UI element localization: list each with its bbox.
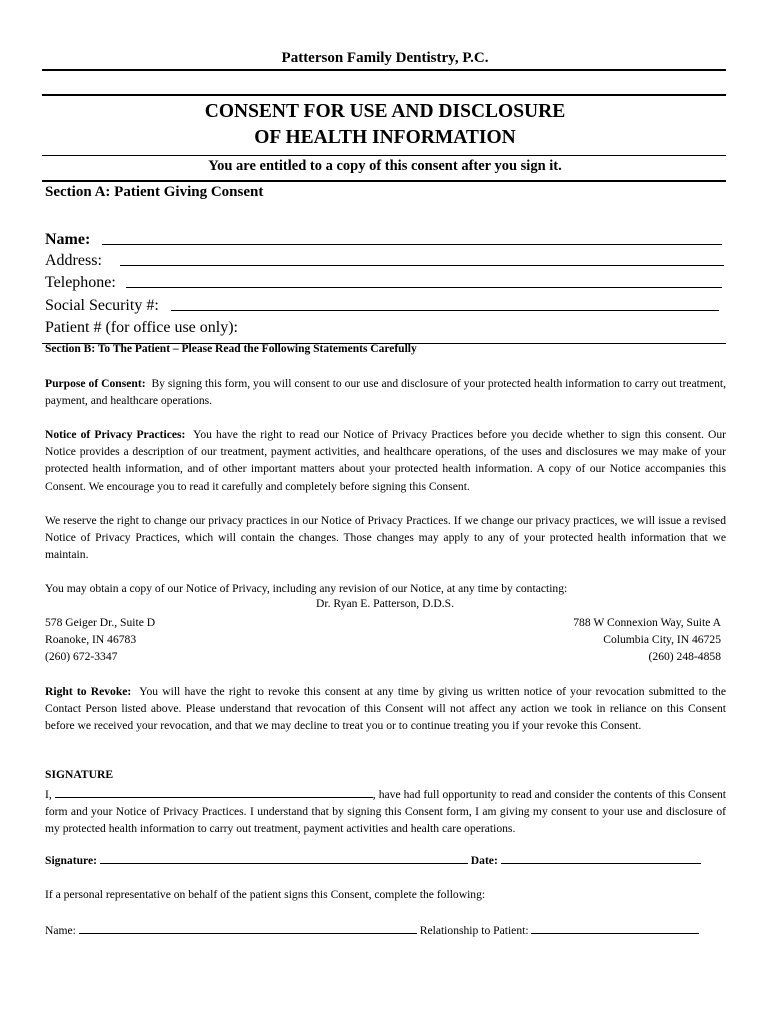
rep-name-label: Name: xyxy=(45,924,76,937)
office-right-street: 788 W Connexion Way, Suite A xyxy=(573,616,721,629)
name-label: Name: xyxy=(45,231,91,248)
telephone-field xyxy=(45,271,725,293)
relationship-label: Relationship to Patient: xyxy=(419,924,529,937)
obtain-paragraph: You may obtain a copy of our Notice of Privacy, including any revision of our Notice, at any time by contacting: xyxy=(45,582,568,595)
office-left-street: 578 Geiger Dr., Suite D xyxy=(45,616,156,629)
form-title-line1: CONSENT FOR USE AND DISCLOSURE xyxy=(204,101,566,122)
representative-line xyxy=(45,923,726,937)
relationship-blank[interactable] xyxy=(531,923,699,934)
address-input-line[interactable] xyxy=(120,250,724,266)
divider xyxy=(42,94,726,96)
signature-blank[interactable] xyxy=(100,853,468,864)
practice-name: Patterson Family Dentistry, P.C. xyxy=(281,50,489,66)
office-left-city: Roanoke, IN 46783 xyxy=(45,633,137,647)
office-right-city: Columbia City, IN 46725 xyxy=(603,633,721,647)
divider xyxy=(42,180,726,182)
section-b-heading: Section B: To The Patient – Please Read the Following Statements Carefully xyxy=(45,343,417,355)
revoke-text: You will have the right to revoke this consent at any time by giving us written notice of your revocation submitted to the Contact Person listed above. Please understand that revocation of this Consent will not affect any action we took in reliance on this Consent before we received your revocation, and that we may decline to treat you or to continue treating you if your revoke this Consent. xyxy=(45,685,726,733)
section-a-heading: Section A: Patient Giving Consent xyxy=(45,184,264,200)
purpose-label: Purpose of Consent: xyxy=(45,377,146,390)
divider xyxy=(42,69,726,71)
rep-name-blank[interactable] xyxy=(79,923,417,934)
revoke-label: Right to Revoke: xyxy=(45,685,132,698)
contact-person: Dr. Ryan E. Patterson, D.D.S. xyxy=(315,597,454,610)
reserve-paragraph: We reserve the right to change our privacy practices in our Notice of Privacy Practices. If we change our privacy practices, we will issue a revised Notice of Privacy Practices, which will contain the changes. Those changes may apply to any of your protected health information that we maintain. xyxy=(45,514,726,562)
patient-number-field xyxy=(45,317,725,338)
date-label: Date: xyxy=(470,854,498,867)
office-right-phone: (260) 248-4858 xyxy=(648,650,721,664)
i-prefix: I, xyxy=(45,788,52,801)
ssn-field xyxy=(45,294,725,316)
purpose-paragraph xyxy=(45,375,726,409)
signature-label: Signature: xyxy=(45,854,97,867)
address-label: Address: xyxy=(45,252,102,269)
office-left-phone: (260) 672-3347 xyxy=(45,650,118,664)
notice-text: You have the right to read our Notice of Privacy Practices before you decide whether to sign this consent. Our Notice provides a description of our treatment, payment activities, and healthcare operations, of the uses and disclosures we may make of your protected health information, and of other important matters about your protected health information. A copy of our Notice accompanies this Consent. We encourage you to read it carefully and completely before signing this Consent. xyxy=(45,428,726,493)
telephone-label: Telephone: xyxy=(45,274,116,291)
revoke-paragraph xyxy=(45,683,726,735)
date-blank[interactable] xyxy=(501,853,701,864)
signature-heading: SIGNATURE xyxy=(45,768,114,781)
purpose-text: By signing this form, you will consent to our use and disclosure of your protected health information to carry out treatment, payment, and healthcare operations. xyxy=(45,377,726,408)
form-title-line2: OF HEALTH INFORMATION xyxy=(254,127,516,148)
signature-statement xyxy=(45,786,726,838)
signature-statement-text: , have had full opportunity to read and consider the contents of this Consent form and your Notice of Privacy Practices. I understand that by signing this Consent form, I am giving my consent to your use and disclosure of my protected health information to carry out treatment, payment activities and health care operations. xyxy=(45,788,726,836)
patient-name-blank[interactable] xyxy=(55,787,373,798)
ssn-label: Social Security #: xyxy=(45,297,159,314)
office-address-left xyxy=(45,614,155,666)
office-address-right xyxy=(573,614,721,666)
ssn-input-line[interactable] xyxy=(171,295,719,311)
telephone-input-line[interactable] xyxy=(126,272,722,288)
divider xyxy=(42,155,726,156)
signature-date-line xyxy=(45,853,726,867)
name-input-line[interactable] xyxy=(102,229,722,245)
address-field xyxy=(45,249,725,271)
notice-paragraph xyxy=(45,426,726,495)
name-field xyxy=(45,228,725,250)
notice-label: Notice of Privacy Practices: xyxy=(45,428,186,441)
patient-number-label: Patient # (for office use only): xyxy=(45,319,238,336)
entitled-notice: You are entitled to a copy of this consent after you sign it. xyxy=(208,158,562,174)
representative-instruction: If a personal representative on behalf of the patient signs this Consent, complete the following: xyxy=(45,888,486,901)
